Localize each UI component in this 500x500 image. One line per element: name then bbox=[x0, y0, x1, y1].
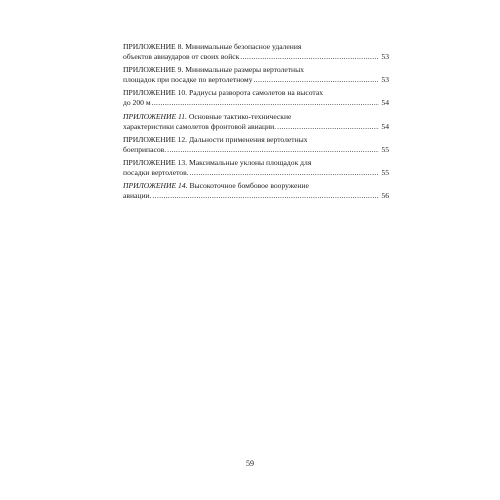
toc-entry-title: Максимальные уклоны площадок для bbox=[188, 157, 312, 167]
toc-entry bbox=[123, 88, 389, 108]
toc-entry-line bbox=[123, 112, 389, 122]
toc-entry-last-line bbox=[123, 168, 389, 178]
toc-entry-label: ПРИЛОЖЕНИЕ 10. bbox=[123, 88, 188, 98]
toc-entry-line bbox=[123, 181, 389, 191]
toc-entry-last-line bbox=[123, 98, 389, 108]
toc-entry-label: ПРИЛОЖЕНИЕ 14. bbox=[123, 181, 188, 191]
toc-entry-page-number: 54 bbox=[381, 121, 389, 131]
toc-entry-page-number: 56 bbox=[381, 191, 389, 201]
toc-entry-line bbox=[123, 42, 389, 52]
toc-entry-title: Минимальные размеры вертолетных bbox=[185, 65, 305, 75]
toc-entry bbox=[123, 135, 389, 155]
toc-entry-page-number: 55 bbox=[381, 167, 389, 177]
dot-leader bbox=[277, 122, 379, 132]
toc-entry-title: Основные тактико-технические bbox=[188, 111, 292, 121]
toc-entry-line bbox=[123, 65, 389, 75]
toc-entry bbox=[123, 112, 389, 132]
toc-entry-title-continued: объектов авиаударов от своих войск bbox=[123, 52, 240, 61]
dot-leader bbox=[152, 191, 379, 201]
toc-entry-label: ПРИЛОЖЕНИЕ 11. bbox=[123, 111, 187, 121]
toc-entry-last-line bbox=[123, 75, 389, 85]
dot-leader bbox=[240, 52, 379, 62]
toc-entry-label: ПРИЛОЖЕНИЕ 8. bbox=[123, 42, 184, 51]
toc-entry-line bbox=[123, 158, 389, 168]
page-number: 59 bbox=[246, 459, 254, 468]
toc-entry-page-number: 54 bbox=[381, 98, 389, 108]
toc-entry-line bbox=[123, 135, 389, 145]
toc-entry-title: Радиусы разворота самолетов на высотах bbox=[188, 88, 324, 98]
dot-leader bbox=[254, 75, 379, 85]
toc-entry-title-continued: посадки вертолетов. bbox=[123, 167, 189, 177]
toc-entry bbox=[123, 65, 389, 85]
toc-entry bbox=[123, 42, 389, 62]
toc-entry bbox=[123, 158, 389, 178]
toc-entry-title-continued: авиации. bbox=[123, 191, 152, 201]
dot-leader bbox=[152, 98, 379, 108]
toc-entry-label: ПРИЛОЖЕНИЕ 9. bbox=[123, 65, 184, 75]
dot-leader bbox=[190, 168, 379, 178]
toc-entry-last-line bbox=[123, 145, 389, 155]
toc-entry-page-number: 53 bbox=[381, 75, 389, 85]
dot-leader bbox=[167, 145, 379, 155]
toc-entry-label: ПРИЛОЖЕНИЕ 13. bbox=[123, 157, 188, 167]
table-of-contents bbox=[123, 42, 389, 204]
toc-entry-title: Дальности применения вертолетных bbox=[188, 134, 308, 144]
toc-entry-last-line bbox=[123, 122, 389, 132]
toc-entry-line bbox=[123, 88, 389, 98]
toc-entry-title: Высокоточное бомбовое вооружение bbox=[189, 181, 309, 191]
toc-entry-title: Минимальные безопасное удаления bbox=[185, 42, 302, 51]
toc-entry-title-continued: до 200 м bbox=[123, 98, 151, 108]
toc-entry-title-continued: площадок при посадке по вертолетному bbox=[123, 75, 253, 85]
toc-entry-title-continued: характеристики самолетов фронтовой авиации. bbox=[123, 121, 277, 131]
toc-entry-page-number: 53 bbox=[381, 52, 389, 61]
toc-entry-label: ПРИЛОЖЕНИЕ 12. bbox=[123, 134, 188, 144]
toc-entry-last-line bbox=[123, 52, 389, 62]
toc-entry-page-number: 55 bbox=[381, 144, 389, 154]
toc-entry-last-line bbox=[123, 191, 389, 201]
toc-entry bbox=[123, 181, 389, 201]
toc-entry-title-continued: боеприпасов. bbox=[123, 144, 167, 154]
